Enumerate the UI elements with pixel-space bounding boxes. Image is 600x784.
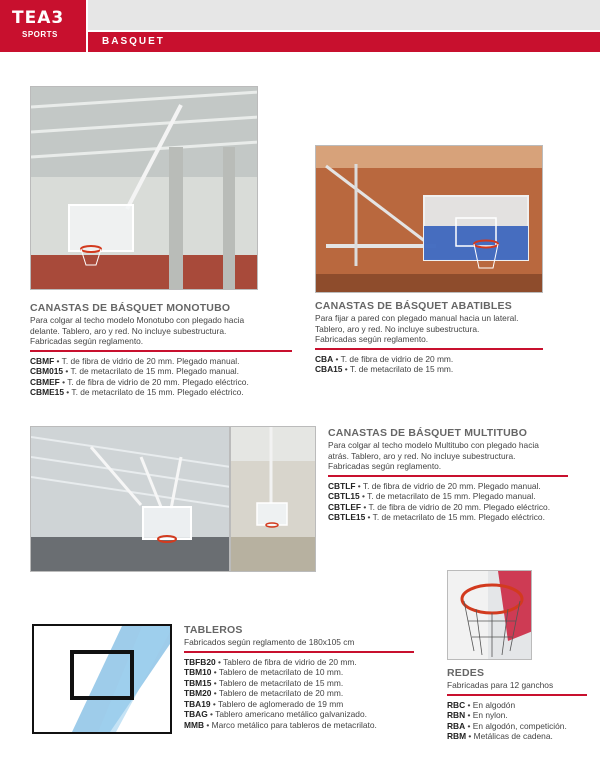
abatibles-title: CANASTAS DE BÁSQUET ABATIBLES	[315, 300, 512, 312]
item-code: MMB	[184, 720, 205, 731]
item-text: • Marco metálico para tableros de metacrilato.	[204, 720, 377, 731]
list-item	[328, 481, 568, 492]
list-item	[447, 710, 587, 721]
item-text: • En algodón	[465, 699, 516, 710]
list-item	[315, 354, 543, 365]
tableros-desc-line: Fabricados según reglamento de 180x105 cm	[184, 637, 355, 647]
section-tableros	[184, 624, 414, 731]
item-text: • T. de fibra de vidrio de 20 mm.	[333, 353, 454, 364]
abatibles-desc-line: Fabricadas según reglamento.	[315, 334, 429, 344]
monotubo-title: CANASTAS DE BÁSQUET MONOTUBO	[30, 302, 231, 314]
photo-multitubo-a	[30, 426, 230, 572]
item-code: TBA19	[184, 698, 211, 709]
item-text: • T. de fibra de vidrio de 20 mm. Plegado eléctrico.	[361, 501, 551, 512]
multitubo-desc-line: Fabricadas según reglamento.	[328, 461, 442, 471]
item-text: • Tablero de metacrilato de 20 mm.	[211, 688, 344, 699]
abatibles-desc	[315, 313, 543, 345]
item-text: • T. de fibra de vidrio de 20 mm. Plegado eléctrico.	[59, 376, 249, 387]
divider	[30, 350, 292, 352]
item-code: TBM10	[184, 667, 212, 678]
divider	[447, 694, 587, 696]
item-text: • T. de metacrilato de 15 mm. Plegado manual.	[359, 491, 536, 502]
item-text: • Tablero de aglomerado de 19 mm	[210, 698, 344, 709]
multitubo-title: CANASTAS DE BÁSQUET MULTITUBO	[328, 427, 528, 439]
list-item	[184, 657, 414, 668]
list-item	[447, 721, 587, 732]
item-code: CBTLE15	[328, 512, 366, 523]
item-code: CBA15	[315, 364, 343, 375]
item-text: • En algodón, competición.	[465, 720, 567, 731]
brand-sub: SPORTS	[22, 30, 58, 39]
item-text: • T. de metacrilato de 15 mm. Plegado eléctrico.	[365, 512, 545, 523]
item-code: CBTL15	[328, 491, 360, 502]
list-item	[447, 731, 587, 742]
monotubo-list	[30, 356, 292, 398]
section-multitubo	[328, 427, 568, 523]
item-code: TBM20	[184, 688, 212, 699]
photo-multitubo-b	[230, 426, 316, 572]
brand-logo	[0, 0, 86, 52]
redes-title: REDES	[447, 667, 485, 679]
item-text: • T. de metacrilato de 15 mm. Plegado eléctrico.	[63, 387, 244, 398]
tableros-list	[184, 657, 414, 731]
monotubo-desc-line: Para colgar al techo modelo Monotubo con plegado hacia	[30, 315, 245, 325]
list-item	[328, 502, 568, 513]
list-item	[315, 364, 543, 375]
tableros-title: TABLEROS	[184, 624, 243, 636]
item-code: CBA	[315, 353, 334, 364]
item-code: CBM015	[30, 366, 64, 377]
item-code: RBC	[447, 699, 466, 710]
list-item	[184, 709, 414, 720]
section-abatibles	[315, 300, 543, 375]
header-bar	[88, 0, 600, 30]
divider	[315, 348, 543, 350]
list-item	[184, 688, 414, 699]
photo-abatibles	[315, 145, 543, 293]
brand-name: TEA3	[12, 8, 65, 28]
item-code: CBME15	[30, 387, 64, 398]
list-item	[184, 699, 414, 710]
item-code: CBTLEF	[328, 501, 362, 512]
tableros-desc	[184, 637, 414, 648]
item-code: CBMF	[30, 355, 55, 366]
redes-list	[447, 700, 587, 742]
abatibles-list	[315, 354, 543, 375]
item-text: • Tablero de metacrilato de 15 mm.	[211, 677, 344, 688]
item-text: • T. de metacrilato de 15 mm.	[342, 364, 454, 375]
monotubo-desc	[30, 315, 292, 347]
section-redes	[447, 667, 587, 742]
monotubo-desc-line: delante. Tablero, aro y red. No incluye subestructura.	[30, 325, 227, 336]
item-text: • T. de fibra de vidrio de 20 mm. Plegado manual.	[54, 355, 240, 366]
item-text: • Tablero de metacrilato de 10 mm.	[211, 667, 344, 678]
abatibles-desc-line: Tablero, aro y red. No incluye subestructura.	[315, 323, 480, 334]
redes-desc-line: Fabricadas para 12 ganchos	[447, 680, 554, 690]
item-text: • Metálicas de cadena.	[466, 731, 553, 742]
multitubo-desc-line: atrás. Tablero, aro y red. No incluye subestructura.	[328, 450, 516, 461]
list-item	[184, 720, 414, 731]
section-monotubo	[30, 302, 292, 398]
item-text: • En nylon.	[465, 710, 508, 721]
backboard-illustration	[32, 624, 172, 734]
item-text: • Tablero americano metálico galvanizado.	[207, 709, 367, 720]
item-text: • T. de fibra de vidrio de 20 mm. Plegado manual.	[355, 480, 541, 491]
item-text: • Tablero de fibra de vidrio de 20 mm.	[215, 656, 357, 667]
list-item	[328, 491, 568, 502]
item-text: • T. de metacrilato de 15 mm. Plegado manual.	[63, 366, 239, 377]
section-title: BASQUET	[88, 32, 600, 52]
multitubo-desc	[328, 440, 568, 472]
list-item	[184, 667, 414, 678]
item-code: RBA	[447, 720, 466, 731]
list-item	[447, 700, 587, 711]
item-code: TBFB20	[184, 656, 216, 667]
photo-monotubo	[30, 86, 258, 290]
item-code: TBM15	[184, 677, 212, 688]
list-item	[30, 356, 292, 367]
photo-redes	[447, 570, 532, 660]
abatibles-desc-line: Para fijar a pared con plegado manual hacia un lateral.	[315, 313, 519, 323]
list-item	[184, 678, 414, 689]
item-code: RBM	[447, 731, 467, 742]
item-code: RBN	[447, 710, 466, 721]
list-item	[328, 512, 568, 523]
divider	[328, 475, 568, 477]
redes-desc	[447, 680, 587, 691]
monotubo-desc-line: Fabricadas según reglamento.	[30, 336, 144, 346]
item-code: CBTLF	[328, 480, 356, 491]
item-code: CBMEF	[30, 376, 60, 387]
multitubo-desc-line: Para colgar al techo modelo Multitubo con plegado hacia	[328, 440, 539, 450]
divider	[184, 651, 414, 653]
multitubo-list	[328, 481, 568, 523]
list-item	[30, 366, 292, 377]
item-code: TBAG	[184, 709, 208, 720]
list-item	[30, 387, 292, 398]
list-item	[30, 377, 292, 388]
